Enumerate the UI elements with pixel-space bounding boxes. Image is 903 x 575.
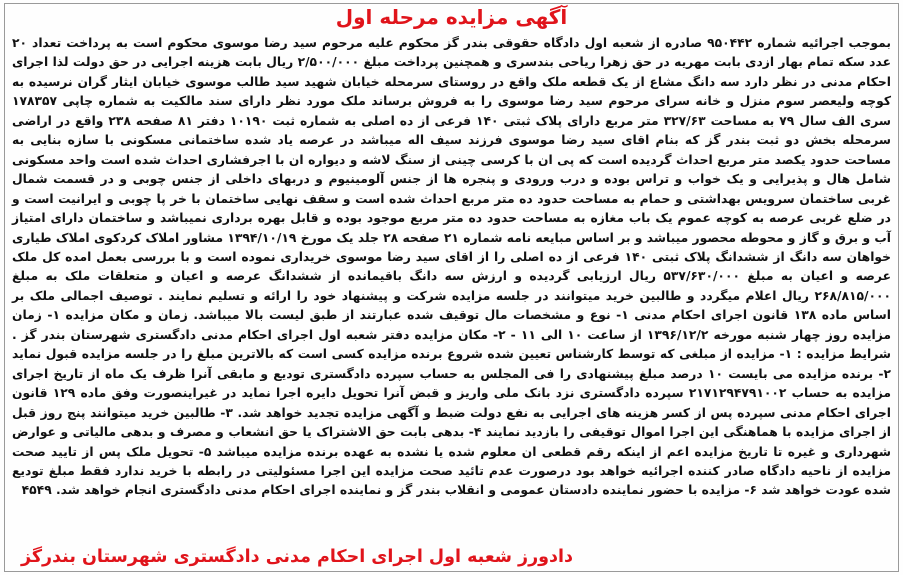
notice-body: بموجب اجرائیه شماره ۹۵۰۴۴۲ صادره از شعبه اول دادگاه حقوقی بندر گز محکوم علیه مرحوم سید رضا موسوی محکوم است به پرداخت تعداد ۲۰ عدد سکه تمام بهار ازدی بابت مهریه در حق زهرا ریاحی بندسری و همچنین پرداخت مبلغ ۲/۵۰۰/۰۰۰ ریال بابت هزینه اجرایی در حق دولت لذا اجرای احکام مدنی در نظر دارد سه دانگ مشاع از یک قطعه ملک واقع در روستای سرمحله خیابان شهید سید طالب موسوی خیابان ایثار گران نرسیده به کوچه ولیعصر سوم منزل و خانه سرای مرحوم سید رضا موسوی را به فروش برساند ملک مورد نظر دارای سند مالکیت به شماره چاپی ۱۷۸۳۵۷ سری الف سال ۷۹ به مساحت ۳۲۷/۶۳ متر مربع دارای پلاک ثبتی ۱۴۰ فرعی از ده اصلی به شماره ثبت ۱۰۱۹۰ دفتر ۸۱ صفحه ۲۳۸ واقع در اراضی سرمحله بخش دو ثبت بندر گز که بنام اقای سید رضا موسوی فرزند سیف اله میباشد در عرصه یاد شده ساختمانی مسکونی با سازه بنایی به مساحت حدود یکصد متر مربع احداث گردیده است که پی ان با کرسی چینی از سنگ لاشه و دیواره ان با اجرفشاری احداث شده است واحد مسکونی شامل هال و پذیرایی و یک خواب و تراس بوده و درب ورودی و پنجره ها از جنس آلومینیوم و دربهای داخلی از جنس چوبی و در قسمت شمال غربی ساختمان سرویس بهداشتی و حمام به مساحت حدود ده متر مربع احداث شده است و سقف نهایی ساختمان با خر پا چوبی و ایرانیت است و در ضلع غربی عرصه به کوچه عموم یک باب مغازه به مساحت حدود ده متر مربع موجود بوده و قابل بهره برداری نمیباشد و ساختمان دارای امتیاز آب و برق و گاز و محوطه محصور میباشد و بر اساس مبایعه نامه شماره ۲۱ صفحه ۲۸ جلد یک مورخ ۱۳۹۴/۱۰/۱۹ مشاور املاک کردکوی املاک طیاری خواهان سه دانگ از ششدانگ پلاک ثبتی ۱۴۰ فرعی از ده اصلی را از اقای سید رضا موسوی خریداری نموده است و با بررسی بعمل امده کل ملک عرصه و اعیان به مبلغ ۵۳۷/۶۳۰/۰۰۰ ریال ارزیابی گردیده و ارزش سه دانگ باقیمانده از ششدانگ عرصه و اعیان و متعلقات ملک به مبلغ ۲۶۸/۸۱۵/۰۰۰ ریال اعلام میگردد و طالبین خرید میتوانند در جلسه مزایده شرکت و پیشنهاد خود را ارائه و تسلیم نمایند . توصیف اجمالی ملک بر اساس ماده ۱۳۸ قانون اجرای احکام مدنی ۱- نوع و مشخصات مال توقیف شده عبارتند از طبق لیست بالا میباشد. زمان و مکان مزایده ۱- زمان مزایده روز چهار شنبه مورخه ۱۳۹۶/۱۲/۲ از ساعت ۱۰ الی ۱۱ - ۲- مکان مزایده دفتر شعبه اول اجرای احکام مدنی دادگستری شهرستان بندر گز . شرایط مزایده : ۱- مزایده از مبلغی که توسط کارشناس تعیین شده شروع برنده مزایده کسی است که بالاترین مبلغ را در جلسه مزایده قبول نماید ۲- برنده مزایده می بایست ۱۰ درصد مبلغ پیشنهادی را فی المجلس به حساب سپرده دادگستری تودیع و مابقی آنرا ظرف یک ماه از تاریخ اجرای مزایده به حساب ۲۱۷۱۲۹۴۷۹۱۰۰۲ سپرده دادگستری نزد بانک ملی واریز و قبض آنرا تحویل دایره اجرا نماید در غیراینصورت وفق ماده ۱۲۹ قانون اجرای احکام مدنی سپرده پس از کسر هزینه های اجرایی به نفع دولت ضبط و آگهی مزایده تجدید خواهد شد. ۳- طالبین خرید میتوانند پنج روز قبل از اجرای مزایده با هماهنگی این اجرا اموال توقیفی را بازدید نمایند ۴- بدهی بابت حق الاشتراک یا حق انشعاب و مصرف و بدهی مالیاتی و عوارض شهرداری و غیره تا تاریخ مزایده اعم از اینکه رقم قطعی ان معلوم شده یا نشده به عهده برنده مزایده میباشد ۵- تحویل ملک پس از تایید صحت مزایده از ناحیه دادگاه صادر کننده اجرائیه خواهد بود درصورت عدم تائید صحت مزایده این اجرا مسئولیتی در رابطه با خرید ندارد فقط مبلغ تودیع شده عودت خواهد شد ۶- مزایده با حضور نماینده دادستان عمومی و انقلاب بندر گز و نماینده اجرای احکام مدنی دادگستری انجام خواهد شد. ۴۵۴۹: [12, 36, 892, 498]
notice-signature: دادورز شعبه اول اجرای احکام مدنی دادگستری شهرستان بندرگز: [20, 547, 573, 567]
notice-title: آگهی مزایده مرحله اول: [335, 5, 568, 29]
